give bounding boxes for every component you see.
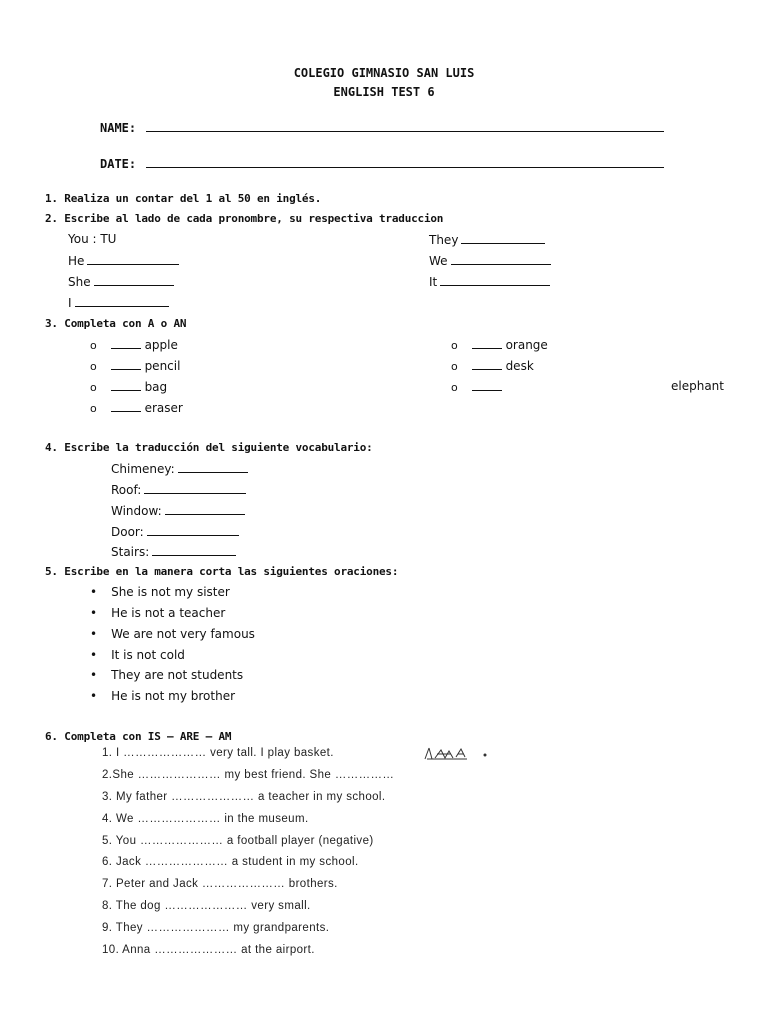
bullet-icon: • <box>90 689 98 703</box>
sentence-item <box>90 668 243 682</box>
pronoun-he[interactable] <box>68 253 179 268</box>
sentence-text: She is not my sister <box>111 585 230 599</box>
question-6 <box>45 730 231 743</box>
vocab-chimney[interactable] <box>111 461 248 476</box>
sentence-item <box>90 627 255 641</box>
answer-blank[interactable] <box>472 358 502 370</box>
fill-sentence-10[interactable]: 10. Anna ………………… at the airport. <box>102 944 315 956</box>
sentence-item <box>90 606 225 620</box>
question-text: Escribe en la manera corta las siguientes oraciones: <box>64 565 399 578</box>
pronoun-they[interactable] <box>429 232 545 247</box>
fill-sentence-1[interactable]: 1. I ………………… very tall. I play basket. <box>102 747 334 759</box>
fill-sentence-5[interactable]: 5. You ………………… a football player (negative) <box>102 835 374 847</box>
fill-sentence-6[interactable]: 6. Jack ………………… a student in my school. <box>102 856 359 868</box>
article-word: desk <box>505 359 534 373</box>
circle-bullet-icon: o <box>451 360 458 373</box>
question-text: Completa con A o AN <box>64 317 187 330</box>
answer-blank[interactable] <box>111 400 141 412</box>
question-3 <box>45 317 186 330</box>
bullet-icon: • <box>90 627 98 641</box>
article-word: orange <box>505 338 548 352</box>
question-2 <box>45 212 443 225</box>
answer-blank[interactable] <box>152 544 236 556</box>
article-item-bag[interactable] <box>90 379 167 394</box>
answer-blank[interactable] <box>472 337 502 349</box>
article-item-eraser[interactable] <box>90 400 183 415</box>
answer-blank[interactable] <box>461 232 545 244</box>
article-item-elephant[interactable] <box>451 379 502 394</box>
fill-sentence-9[interactable]: 9. They ………………… my grandparents. <box>102 922 330 934</box>
answer-blank[interactable] <box>144 482 246 494</box>
fill-sentence-2[interactable]: 2.She ………………… my best friend. She …………… <box>102 769 395 781</box>
pronoun-she[interactable] <box>68 274 174 289</box>
article-item-orange[interactable] <box>451 337 548 352</box>
date-field[interactable] <box>100 156 664 171</box>
pronoun-you <box>68 232 116 246</box>
fill-sentence-4[interactable]: 4. We ………………… in the museum. <box>102 813 309 825</box>
basketball-drawing-icon <box>423 745 489 761</box>
vocab-stairs[interactable] <box>111 544 236 559</box>
answer-blank[interactable] <box>178 461 248 473</box>
answer-blank[interactable] <box>472 379 502 391</box>
pronoun-we[interactable] <box>429 253 551 268</box>
bullet-icon: • <box>90 585 98 599</box>
vocab-label: Roof: <box>111 483 142 497</box>
question-number: 6. <box>45 730 58 743</box>
vocab-door[interactable] <box>111 524 239 539</box>
bullet-icon: • <box>90 648 98 662</box>
answer-blank[interactable] <box>87 253 179 265</box>
article-item-desk[interactable] <box>451 358 534 373</box>
pronoun-label: It <box>429 275 438 289</box>
pronoun-label: She <box>68 275 91 289</box>
name-label: NAME: <box>100 121 137 135</box>
answer-blank[interactable] <box>111 379 141 391</box>
sentence-text: He is not my brother <box>111 689 236 703</box>
question-text: Realiza un contar del 1 al 50 en inglés. <box>64 192 322 205</box>
answer-blank[interactable] <box>94 274 174 286</box>
answer-blank[interactable] <box>165 503 245 515</box>
sentence-text: They are not students <box>111 668 244 682</box>
question-1 <box>45 192 321 205</box>
answer-blank[interactable] <box>111 337 141 349</box>
circle-bullet-icon: o <box>90 402 97 415</box>
sentence-text: He is not a teacher <box>111 606 226 620</box>
answer-blank[interactable] <box>440 274 550 286</box>
question-number: 3. <box>45 317 58 330</box>
answer-blank[interactable] <box>451 253 551 265</box>
vocab-label: Window: <box>111 504 162 518</box>
vocab-label: Stairs: <box>111 545 150 559</box>
circle-bullet-icon: o <box>90 339 97 352</box>
pronoun-i[interactable] <box>68 295 169 310</box>
pronoun-label: You : TU <box>68 232 117 246</box>
vocab-roof[interactable] <box>111 482 246 497</box>
article-word: eraser <box>144 401 183 415</box>
circle-bullet-icon: o <box>451 381 458 394</box>
article-item-apple[interactable] <box>90 337 178 352</box>
fill-sentence-7[interactable]: 7. Peter and Jack ………………… brothers. <box>102 878 338 890</box>
pronoun-it[interactable] <box>429 274 550 289</box>
question-number: 2. <box>45 212 58 225</box>
vocab-label: Door: <box>111 525 144 539</box>
article-word-elephant: elephant <box>671 379 724 393</box>
question-number: 4. <box>45 441 58 454</box>
vocab-window[interactable] <box>111 503 245 518</box>
pronoun-label: He <box>68 254 85 268</box>
school-name: COLEGIO GIMNASIO SAN LUIS <box>293 66 475 80</box>
question-number: 1. <box>45 192 58 205</box>
name-blank[interactable] <box>146 120 664 132</box>
sentence-item <box>90 585 230 599</box>
question-text: Completa con IS – ARE – AM <box>64 730 232 743</box>
fill-sentence-8[interactable]: 8. The dog ………………… very small. <box>102 900 311 912</box>
question-4 <box>45 441 373 454</box>
question-text: Escribe la traducción del siguiente vocabulario: <box>64 441 373 454</box>
date-label: DATE: <box>100 157 137 171</box>
pronoun-label: I <box>68 296 72 310</box>
bullet-icon: • <box>90 668 98 682</box>
bullet-icon: • <box>90 606 98 620</box>
test-title: ENGLISH TEST 6 <box>333 85 435 99</box>
date-blank[interactable] <box>146 156 664 168</box>
answer-blank[interactable] <box>147 524 239 536</box>
question-number: 5. <box>45 565 58 578</box>
question-5 <box>45 565 398 578</box>
circle-bullet-icon: o <box>451 339 458 352</box>
article-word: bag <box>144 380 168 394</box>
circle-bullet-icon: o <box>90 360 97 373</box>
pronoun-label: We <box>429 254 448 268</box>
answer-blank[interactable] <box>111 358 141 370</box>
sentence-text: It is not cold <box>111 648 185 662</box>
name-field[interactable] <box>100 120 664 135</box>
article-item-pencil[interactable] <box>90 358 180 373</box>
pronoun-label: They <box>429 233 459 247</box>
circle-bullet-icon: o <box>90 381 97 394</box>
article-word: apple <box>144 338 178 352</box>
article-word: pencil <box>144 359 181 373</box>
vocab-label: Chimeney: <box>111 462 175 476</box>
answer-blank[interactable] <box>75 295 169 307</box>
fill-sentence-3[interactable]: 3. My father ………………… a teacher in my school. <box>102 791 386 803</box>
sentence-text: We are not very famous <box>111 627 255 641</box>
sentence-item <box>90 648 185 662</box>
sentence-item <box>90 689 235 703</box>
question-text: Escribe al lado de cada pronombre, su respectiva traduccion <box>64 212 444 225</box>
